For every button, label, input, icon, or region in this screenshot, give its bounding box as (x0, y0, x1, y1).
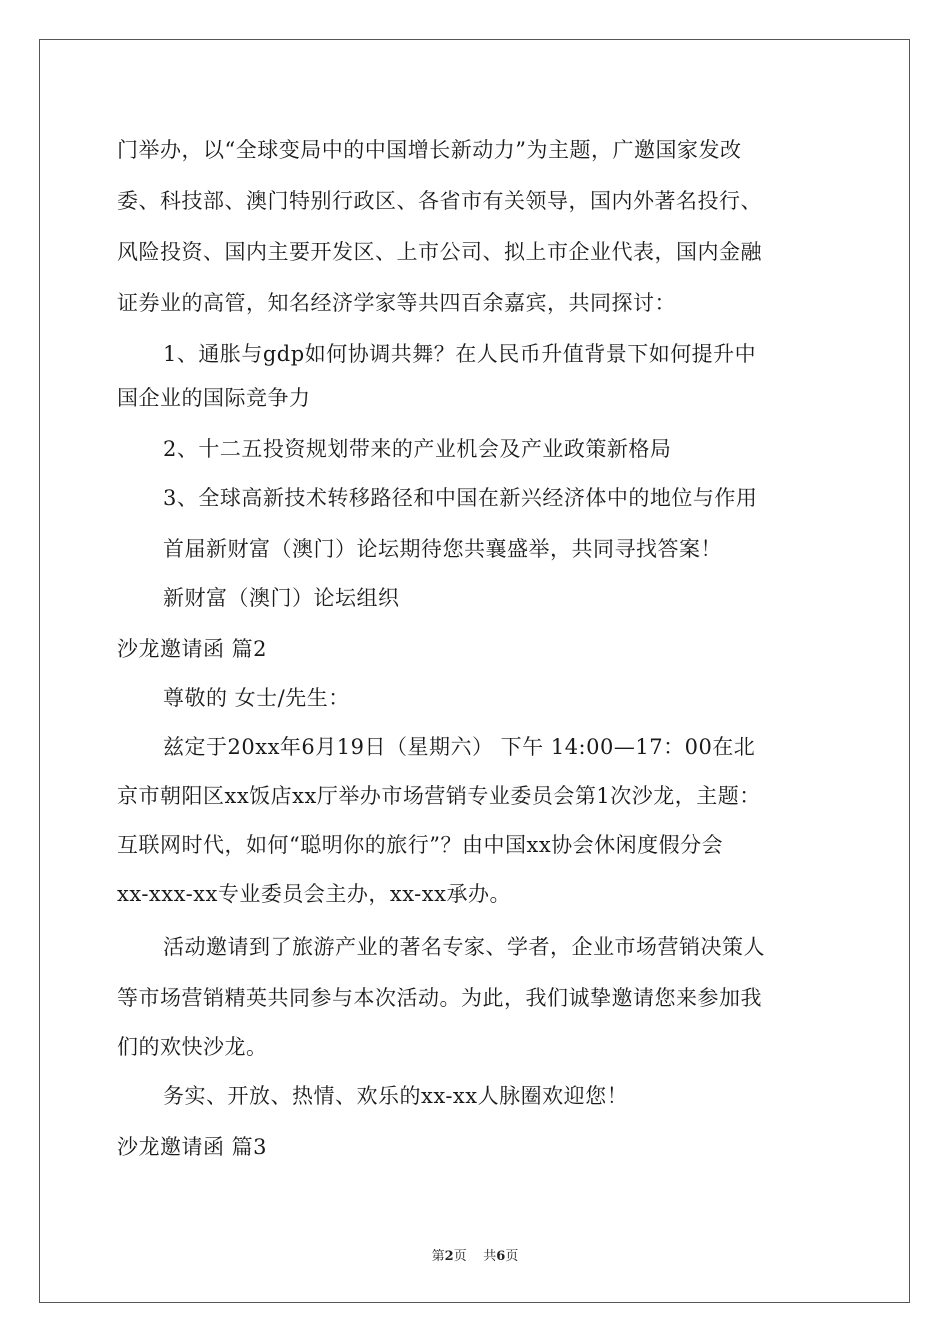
body-line: 京市朝阳区xx饭店xx厅举办市场营销专业委员会第1次沙龙，主题： (117, 784, 761, 808)
list-item-1: 1、通胀与gdp如何协调共舞？在人民币升值背景下如何提升中 (163, 342, 757, 366)
body-line: 等市场营销精英共同参与本次活动。为此，我们诚挚邀请您来参加我 (117, 986, 762, 1010)
body-line: 活动邀请到了旅游产业的著名专家、学者，企业市场营销决策人 (163, 935, 765, 959)
total-prefix: 共 (483, 1249, 497, 1264)
list-item-3: 3、全球高新技术转移路径和中国在新兴经济体中的地位与作用 (163, 486, 758, 510)
body-line: 风险投资、国内主要开发区、上市公司、拟上市企业代表，国内金融 (117, 240, 762, 264)
section-heading: 沙龙邀请函 篇2 (117, 637, 268, 661)
page-footer (0, 1248, 950, 1266)
list-item-2: 2、十二五投资规划带来的产业机会及产业政策新格局 (163, 437, 672, 461)
page-number: 2 (444, 1249, 454, 1264)
organizer-signature: 新财富（澳门）论坛组织 (163, 586, 400, 610)
page-border (39, 39, 910, 1303)
welcome-line: 务实、开放、热情、欢乐的xx-xx人脉圈欢迎您！ (163, 1084, 629, 1108)
salutation: 尊敬的 女士/先生： (163, 686, 350, 710)
section-heading: 沙龙邀请函 篇3 (117, 1135, 268, 1159)
body-line: 互联网时代，如何“聪明你的旅行”？由中国xx协会休闲度假分会 (117, 833, 724, 857)
body-line: 证券业的高管，知名经济学家等共四百余嘉宾，共同探讨： (117, 291, 676, 315)
body-line: 国企业的国际竞争力 (117, 386, 311, 410)
closing-paragraph: 首届新财富（澳门）论坛期待您共襄盛举，共同寻找答案！ (163, 537, 722, 561)
body-line: 门举办，以“全球变局中的中国增长新动力”为主题，广邀国家发改 (117, 138, 742, 162)
body-line: xx-xxx-xx专业委员会主办，xx-xx承办。 (117, 882, 511, 906)
body-line: 委、科技部、澳门特别行政区、各省市有关领导，国内外著名投行、 (117, 189, 762, 213)
body-line: 们的欢快沙龙。 (117, 1035, 268, 1059)
body-line: 兹定于20xx年6月19日（星期六） 下午 14:00—17：00在北 (163, 735, 756, 759)
page-prefix: 第 (431, 1249, 445, 1264)
page-suffix: 页 (453, 1249, 467, 1264)
total-pages: 6 (496, 1249, 506, 1264)
total-suffix: 页 (505, 1249, 519, 1264)
